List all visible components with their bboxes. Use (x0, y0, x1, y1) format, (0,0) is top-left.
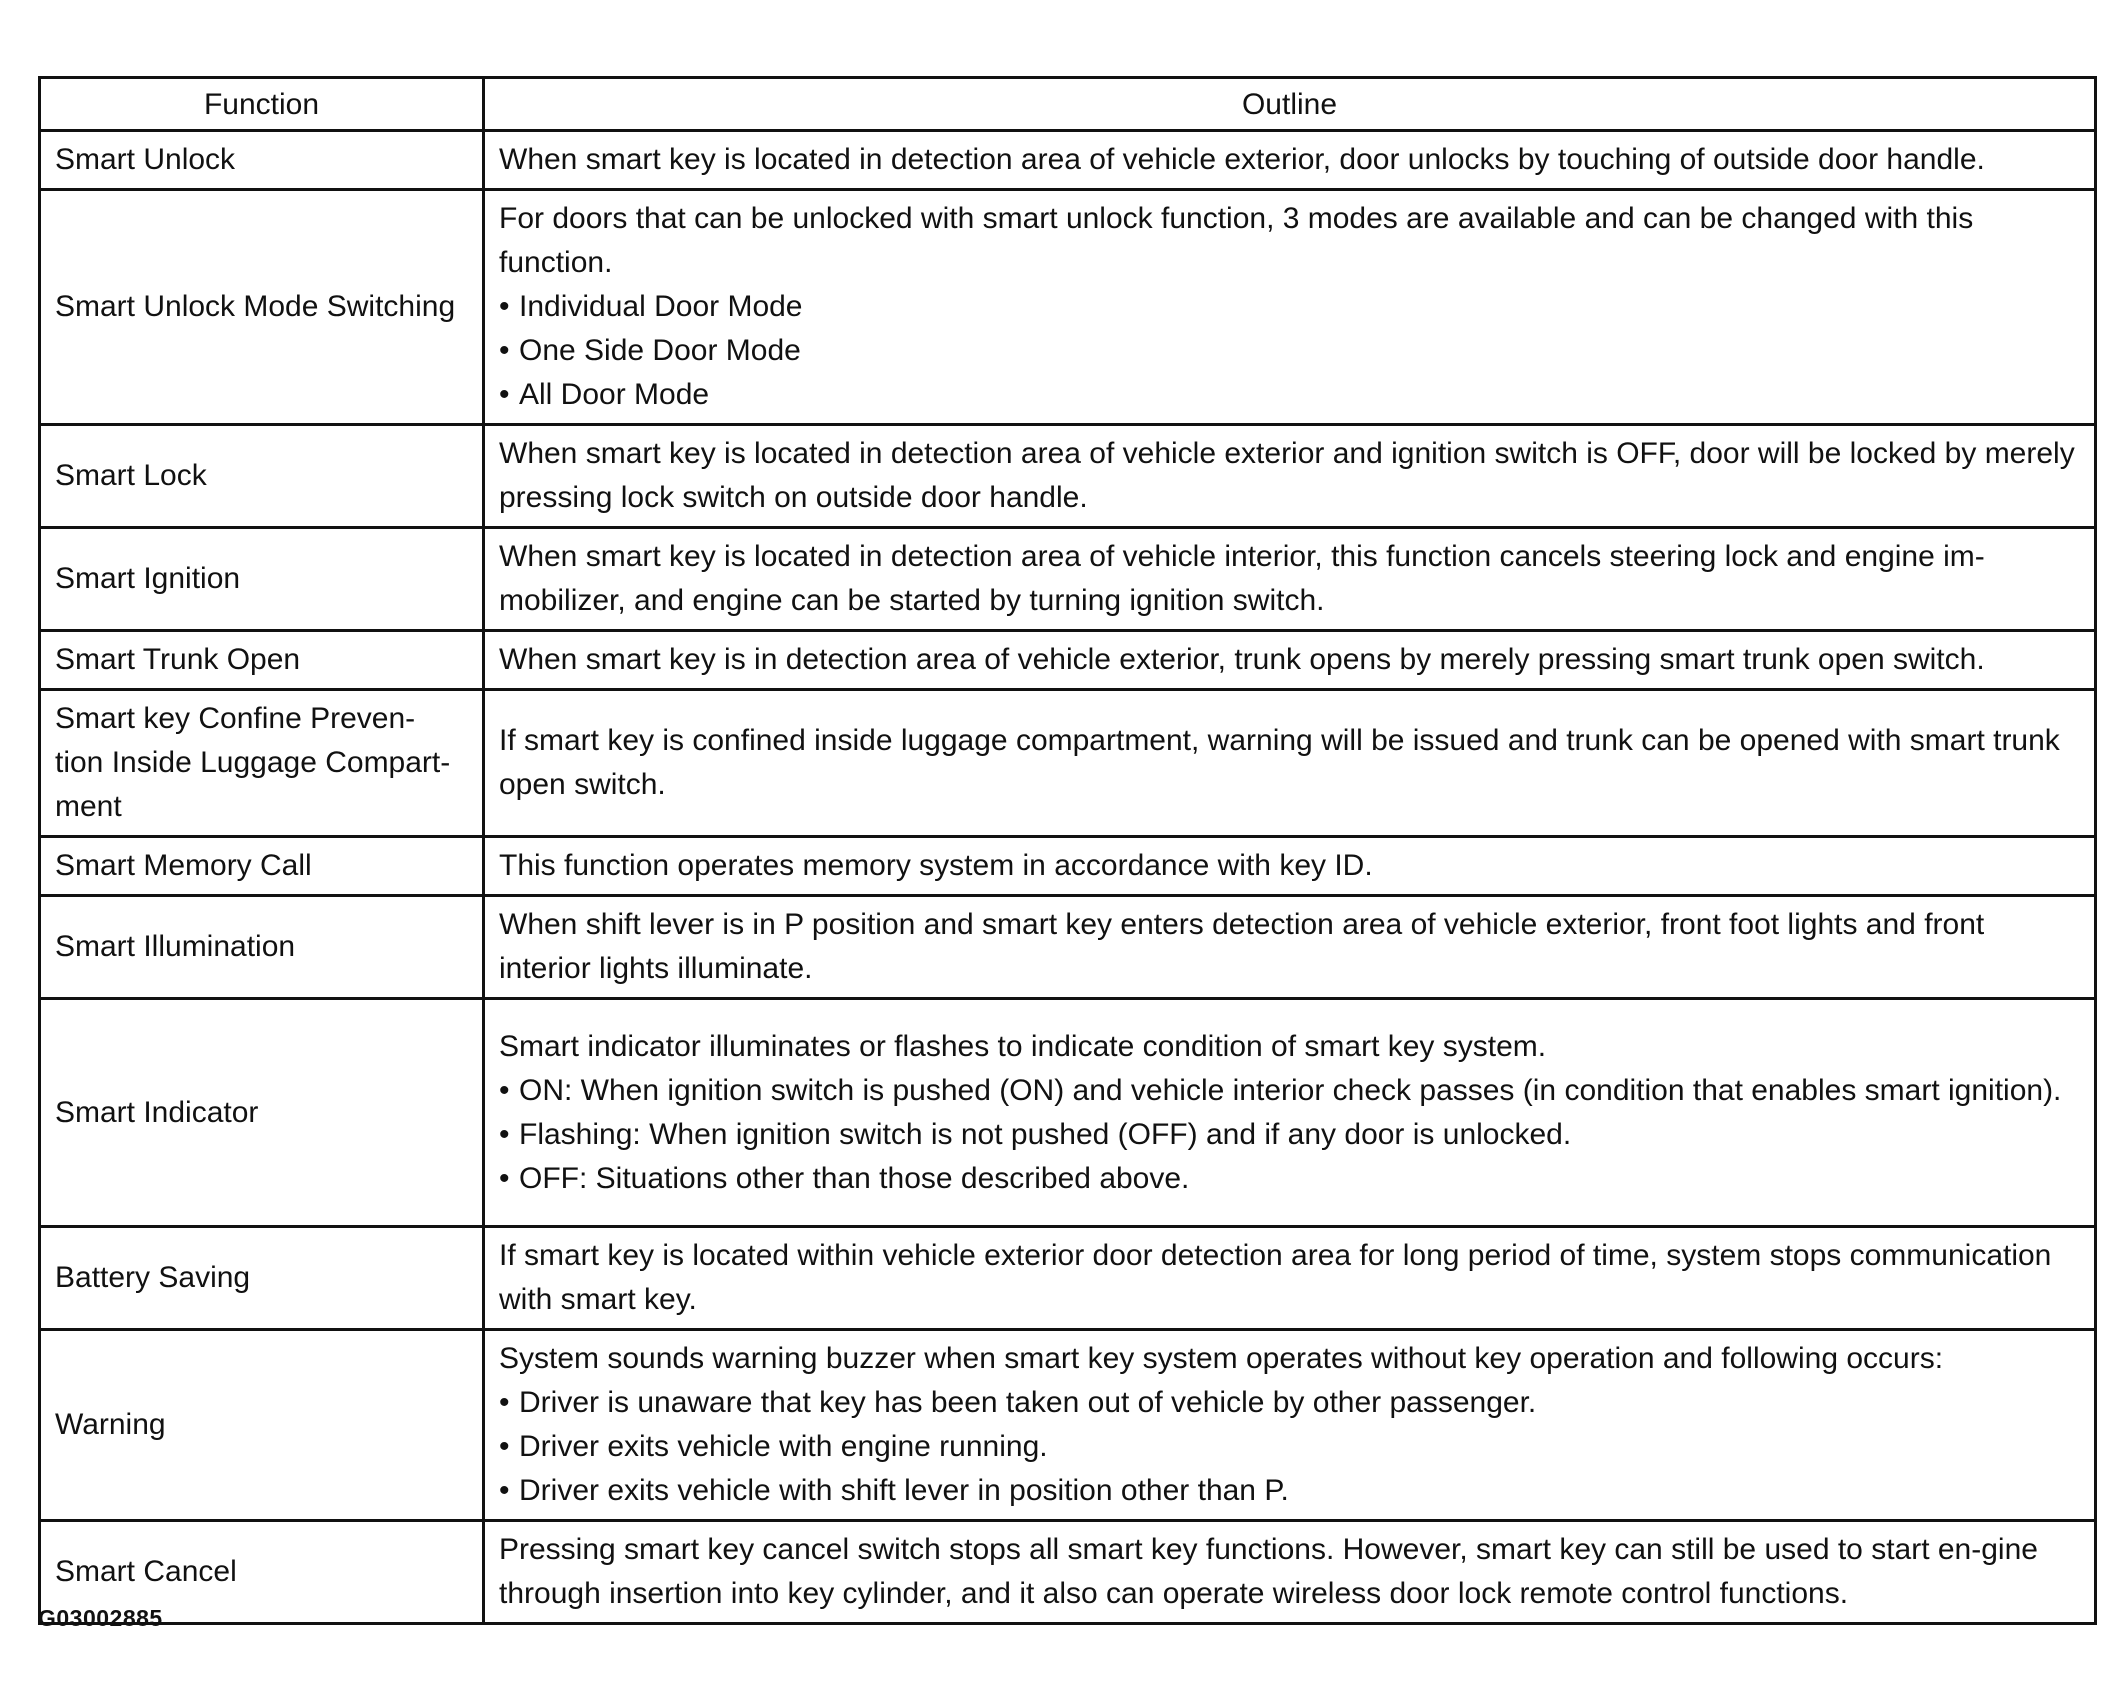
outline-text: When smart key is in detection area of vehicle exterior, trunk opens by merely pressing smart trunk open switch. (499, 643, 1985, 676)
bullet-list (499, 285, 2084, 417)
outline-text: When smart key is located in detection area of vehicle exterior, door unlocks by touching of outside door handle. (499, 143, 1985, 176)
table-row (40, 896, 2096, 999)
table-row (40, 690, 2096, 837)
outline-column-header: Outline (484, 78, 2096, 131)
function-cell: Smart Trunk Open (40, 631, 484, 690)
function-cell: Smart Lock (40, 425, 484, 528)
outline-cell (484, 1330, 2096, 1521)
outline-cell (484, 896, 2096, 999)
table-row (40, 1227, 2096, 1330)
bullet-item: • OFF: Situations other than those described above. (499, 1157, 2084, 1201)
function-outline-table (38, 76, 2097, 1625)
bullet-item: • Individual Door Mode (499, 285, 2084, 329)
table-row (40, 131, 2096, 190)
outline-cell (484, 999, 2096, 1227)
outline-text: If smart key is confined inside luggage compartment, warning will be issued and trunk can be opened with smart trunk open switch. (499, 724, 2060, 801)
outline-cell (484, 690, 2096, 837)
function-column-header: Function (40, 78, 484, 131)
table-row (40, 425, 2096, 528)
outline-text: Pressing smart key cancel switch stops all smart key functions. However, smart key can still be used to start en-gine through insertion into key cylinder, and it also can operate wireless door lock remote control functions. (499, 1533, 2038, 1610)
table-row (40, 837, 2096, 896)
function-cell: Smart Memory Call (40, 837, 484, 896)
function-cell: Smart Indicator (40, 999, 484, 1227)
table-row (40, 999, 2096, 1227)
outline-text: This function operates memory system in accordance with key ID. (499, 849, 1373, 882)
bullet-list (499, 1381, 2084, 1513)
function-cell: Smart key Confine Preven-tion Inside Luggage Compart-ment (40, 690, 484, 837)
function-cell: Smart Unlock (40, 131, 484, 190)
outline-cell (484, 425, 2096, 528)
outline-cell (484, 190, 2096, 425)
outline-text: When smart key is located in detection area of vehicle interior, this function cancels steering lock and engine im-mobilizer, and engine can be started by turning ignition switch. (499, 540, 1985, 617)
bullet-item: • One Side Door Mode (499, 329, 2084, 373)
outline-text: For doors that can be unlocked with smart unlock function, 3 modes are available and can be changed with this function. (499, 202, 1974, 279)
bullet-item: • Driver is unaware that key has been taken out of vehicle by other passenger. (499, 1381, 2084, 1425)
outline-cell (484, 837, 2096, 896)
bullet-item: • Flashing: When ignition switch is not pushed (OFF) and if any door is unlocked. (499, 1113, 2084, 1157)
function-cell: Battery Saving (40, 1227, 484, 1330)
table-row (40, 631, 2096, 690)
outline-text: When smart key is located in detection area of vehicle exterior and ignition switch is OFF, door will be locked by merely pressing lock switch on outside door handle. (499, 437, 2075, 514)
table-row (40, 1330, 2096, 1521)
outline-text: If smart key is located within vehicle exterior door detection area for long period of time, system stops communication with smart key. (499, 1239, 2052, 1316)
bullet-item: • Driver exits vehicle with engine running. (499, 1425, 2084, 1469)
function-cell: Smart Illumination (40, 896, 484, 999)
outline-text: System sounds warning buzzer when smart key system operates without key operation and following occurs: (499, 1342, 1944, 1375)
table-row (40, 190, 2096, 425)
table-header-row (40, 78, 2096, 131)
function-cell: Smart Unlock Mode Switching (40, 190, 484, 425)
outline-cell (484, 131, 2096, 190)
outline-cell (484, 1521, 2096, 1624)
table-row (40, 1521, 2096, 1624)
bullet-item: • ON: When ignition switch is pushed (ON) and vehicle interior check passes (in condition that enables smart ignition). (499, 1069, 2084, 1113)
table-row (40, 528, 2096, 631)
function-cell: Smart Cancel (40, 1521, 484, 1624)
outline-cell (484, 528, 2096, 631)
outline-cell (484, 631, 2096, 690)
bullet-list (499, 1069, 2084, 1201)
function-cell: Smart Ignition (40, 528, 484, 631)
bullet-item: • All Door Mode (499, 373, 2084, 417)
table-body (40, 131, 2096, 1624)
outline-text: Smart indicator illuminates or flashes to indicate condition of smart key system. (499, 1029, 1547, 1063)
outline-cell (484, 1227, 2096, 1330)
figure-code: G03002885 (38, 1605, 163, 1631)
function-cell: Warning (40, 1330, 484, 1521)
bullet-item: • Driver exits vehicle with shift lever in position other than P. (499, 1469, 2084, 1513)
outline-text: When shift lever is in P position and smart key enters detection area of vehicle exterior, front foot lights and front interior lights illuminate. (499, 908, 1985, 985)
